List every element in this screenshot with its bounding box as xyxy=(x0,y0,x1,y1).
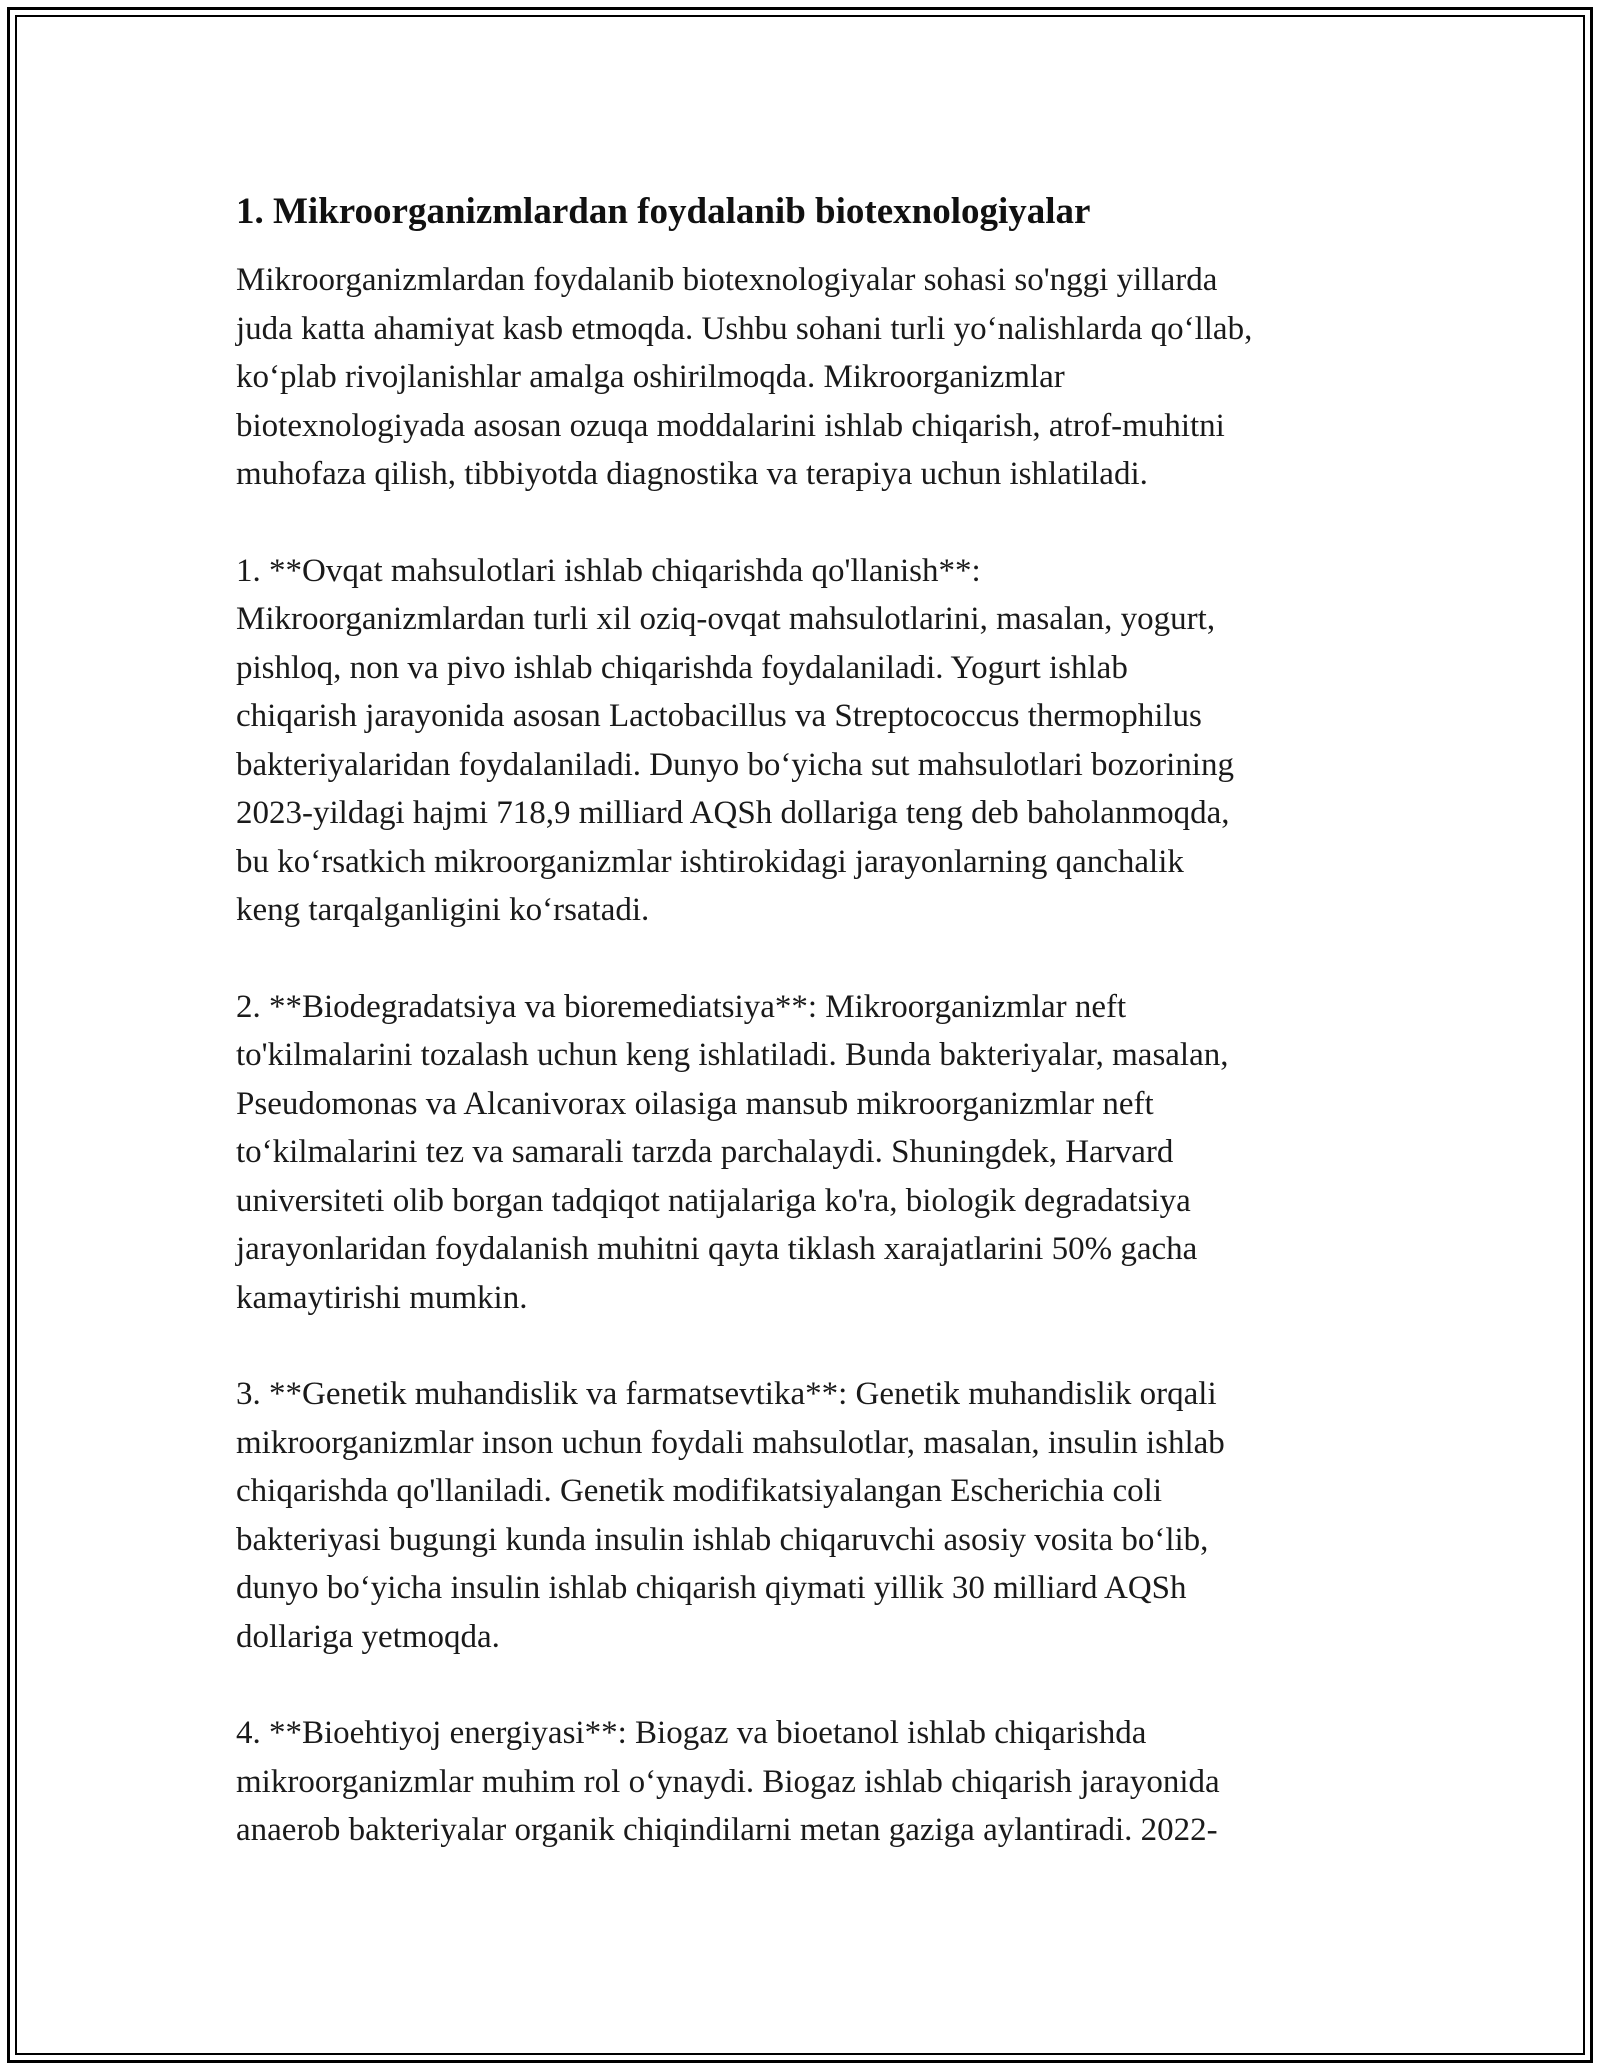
section-heading: 1. Mikroorganizmlardan foydalanib biotexnologiyalar xyxy=(236,191,1091,232)
document-body xyxy=(236,188,1386,1903)
paragraph-genetic-engineering: 3. **Genetik muhandislik va farmatsevtika**: Genetik muhandislik orqali mikroorganizmlar inson uchun foydali mahsulotlar, masalan, insulin ishlab chiqarishda qo'llaniladi. Genetik modifikatsiyalangan Escherichia coli bakteriyasi bugungi kunda insulin ishlab chiqaruvchi asosiy vosita bo‘lib, dunyo bo‘yicha insulin ishlab chiqarish qiymati yillik 30 milliard AQSh dollariga yetmoqda. xyxy=(236,1376,1225,1655)
paragraph-food-production: 1. **Ovqat mahsulotlari ishlab chiqarishda qo'llanish**: Mikroorganizmlardan turli xil oziq-ovqat mahsulotlarini, masalan, yogurt, pishloq, non va pivo ishlab chiqarishda foydalaniladi. Yogurt ishlab chiqarish jarayonida asosan Lactobacillus va Streptococcus thermophilus bakteriyalaridan foydalaniladi. Dunyo bo‘yicha sut mahsulotlari bozorining 2023-yildagi hajmi 718,9 milliard AQSh dollariga teng deb baholanmoqda, bu ko‘rsatkich mikroorganizmlar ishtirokidagi jarayonlarning qanchalik keng tarqalganligini ko‘rsatadi. xyxy=(236,552,1234,928)
paragraph-bioenergy: 4. **Bioehtiyoj energiyasi**: Biogaz va bioetanol ishlab chiqarishda mikroorganizmlar muhim rol o‘ynaydi. Biogaz ishlab chiqarish jarayonida anaerob bakteriyalar organik chiqindilarni metan gaziga aylantiradi. 2022- xyxy=(236,1715,1220,1848)
paragraph-biodegradation: 2. **Biodegradatsiya va bioremediatsiya**: Mikroorganizmlar neft to'kilmalarini tozalash uchun keng ishlatiladi. Bunda bakteriyalar, masalan, Pseudomonas va Alcanivorax oilasiga mansub mikroorganizmlar neft to‘kilmalarini tez va samarali tarzda parchalaydi. Shuningdek, Harvard universiteti olib borgan tadqiqot natijalariga ko'ra, biologik degradatsiya jarayonlaridan foydalanish muhitni qayta tiklash xarajatlarini 50% gacha kamaytirishi mumkin. xyxy=(236,988,1229,1316)
intro-paragraph: Mikroorganizmlardan foydalanib biotexnologiyalar sohasi so'nggi yillarda juda katta ahamiyat kasb etmoqda. Ushbu sohani turli yo‘nalishlarda qo‘llab, ko‘plab rivojlanishlar amalga oshirilmoqda. Mikroorganizmlar biotexnologiyada asosan ozuqa moddalarini ishlab chiqarish, atrof-muhitni muhofaza qilish, tibbiyotda diagnostika va terapiya uchun ishlatiladi. xyxy=(236,262,1253,492)
